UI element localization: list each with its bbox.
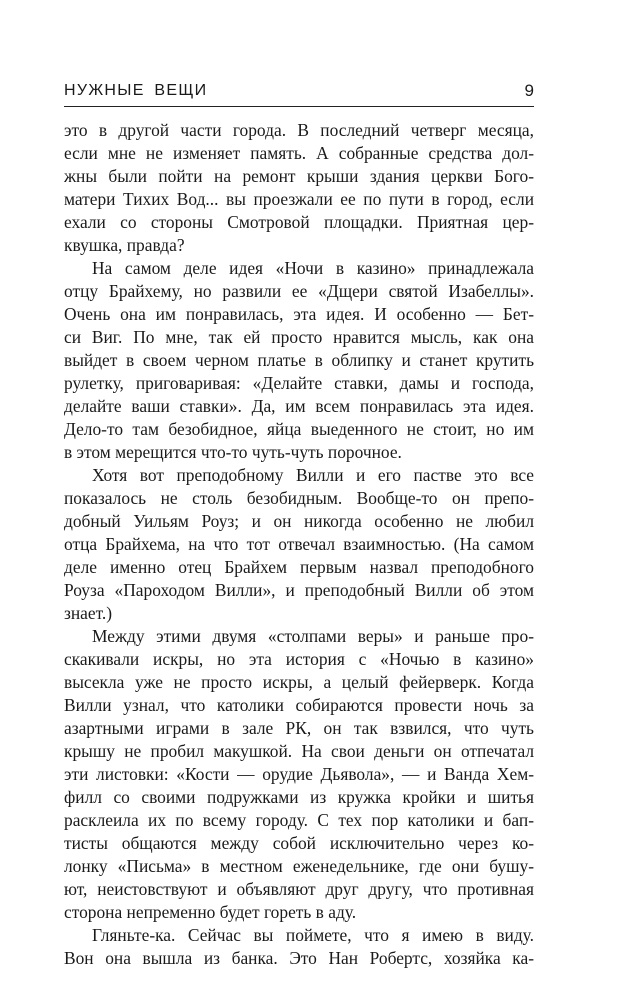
text-line: Между этими двумя «столпами веры» и раньше про-: [92, 626, 534, 646]
text-line: показалось не столь безобидным. Вообще-то он препо-: [64, 488, 534, 508]
text-line: скакивали искры, но эта история с «Ночью в казино»: [64, 649, 534, 669]
text-line: ют, неистовствуют и объявляют друг другу, что противная: [64, 879, 534, 899]
text-line: это в другой части города. В последний четверг месяца,: [64, 120, 534, 140]
text-line: отцу Брайхему, но развили ее «Дщери святой Изабеллы».: [64, 281, 534, 301]
text-line: эти листовки: «Кости — орудие Дьявола», — и Ванда Хем-: [64, 764, 534, 784]
paragraph: [64, 625, 534, 924]
text-line: расклеила их по всему городу. С тех пор католики и бап-: [64, 810, 534, 830]
text-line: если мне не изменяет память. А собранные средства дол-: [64, 143, 534, 163]
text-line: квушка, правда?: [64, 235, 185, 255]
text-line: Хотя вот преподобному Вилли и его пастве это все: [92, 465, 534, 485]
text-line: сторона непременно будет гореть в аду.: [64, 902, 357, 922]
text-line: знает.): [64, 603, 113, 623]
text-line: отца Брайхема, на что тот отвечал взаимностью. (На самом: [64, 534, 534, 554]
text-line: На самом деле идея «Ночи в казино» принадлежала: [92, 258, 534, 278]
paragraph: [64, 119, 534, 257]
text-line: лонку «Письма» в местном еженедельнике, где они бушу-: [64, 856, 534, 876]
paragraph: [64, 257, 534, 464]
text-line: си Виг. По мне, так ей просто нравится мысль, как она: [64, 327, 534, 347]
text-line: Дело-то там безобидное, яйца выеденного не стоит, но им: [64, 419, 534, 439]
header-rule: [64, 106, 534, 107]
paragraph: [64, 464, 534, 625]
text-line: Гляньте-ка. Сейчас вы поймете, что я имею в виду.: [92, 925, 534, 945]
running-title: НУЖНЫЕ ВЕЩИ: [64, 82, 208, 99]
text-line: рулетку, приговаривая: «Делайте ставки, дамы и господа,: [64, 373, 534, 393]
text-line: Вилли узнал, что католики собираются провести ночь за: [64, 695, 534, 715]
text-line: Вон она вышла из банка. Это Нан Робертс, хозяйка ка-: [64, 948, 534, 968]
text-line: ехали со стороны Смотровой площадки. Приятная цер-: [64, 212, 534, 232]
text-line: филл со своими подружками из кружка кройки и шитья: [64, 787, 534, 807]
paragraph: [64, 924, 534, 970]
text-line: в этом мерещится что-то чуть-чуть порочное.: [64, 442, 402, 462]
text-line: делайте ваши ставки». Да, им всем понравилась эта идея.: [64, 396, 534, 416]
text-line: Очень она им понравилась, эта идея. И особенно — Бет-: [64, 304, 534, 324]
text-line: выйдет в своем черном платье в облипку и станет крутить: [64, 350, 534, 370]
text-line: тисты общаются между собой исключительно через ко-: [64, 833, 534, 853]
text-line: крышу не пробил макушкой. На свои деньги он отпечатал: [64, 741, 534, 761]
text-line: деле именно отец Брайхем первым назвал преподобного: [64, 557, 534, 577]
page-number: 9: [524, 81, 534, 100]
text-line: азартными играми в зале РК, он так взвился, что чуть: [64, 718, 534, 738]
text-line: Роуза «Пароходом Вилли», и преподобный Вилли об этом: [64, 580, 534, 600]
running-header: [64, 80, 534, 102]
body-text: [64, 119, 534, 970]
text-line: матери Тихих Вод... вы проезжали ее по пути в город, если: [64, 189, 534, 209]
text-line: жны были пойти на ремонт крыши здания церкви Бого-: [64, 166, 534, 186]
text-line: добный Уильям Роуз; и он никогда особенно не любил: [64, 511, 534, 531]
text-line: высекла уже не просто искры, а целый фейерверк. Когда: [64, 672, 534, 692]
